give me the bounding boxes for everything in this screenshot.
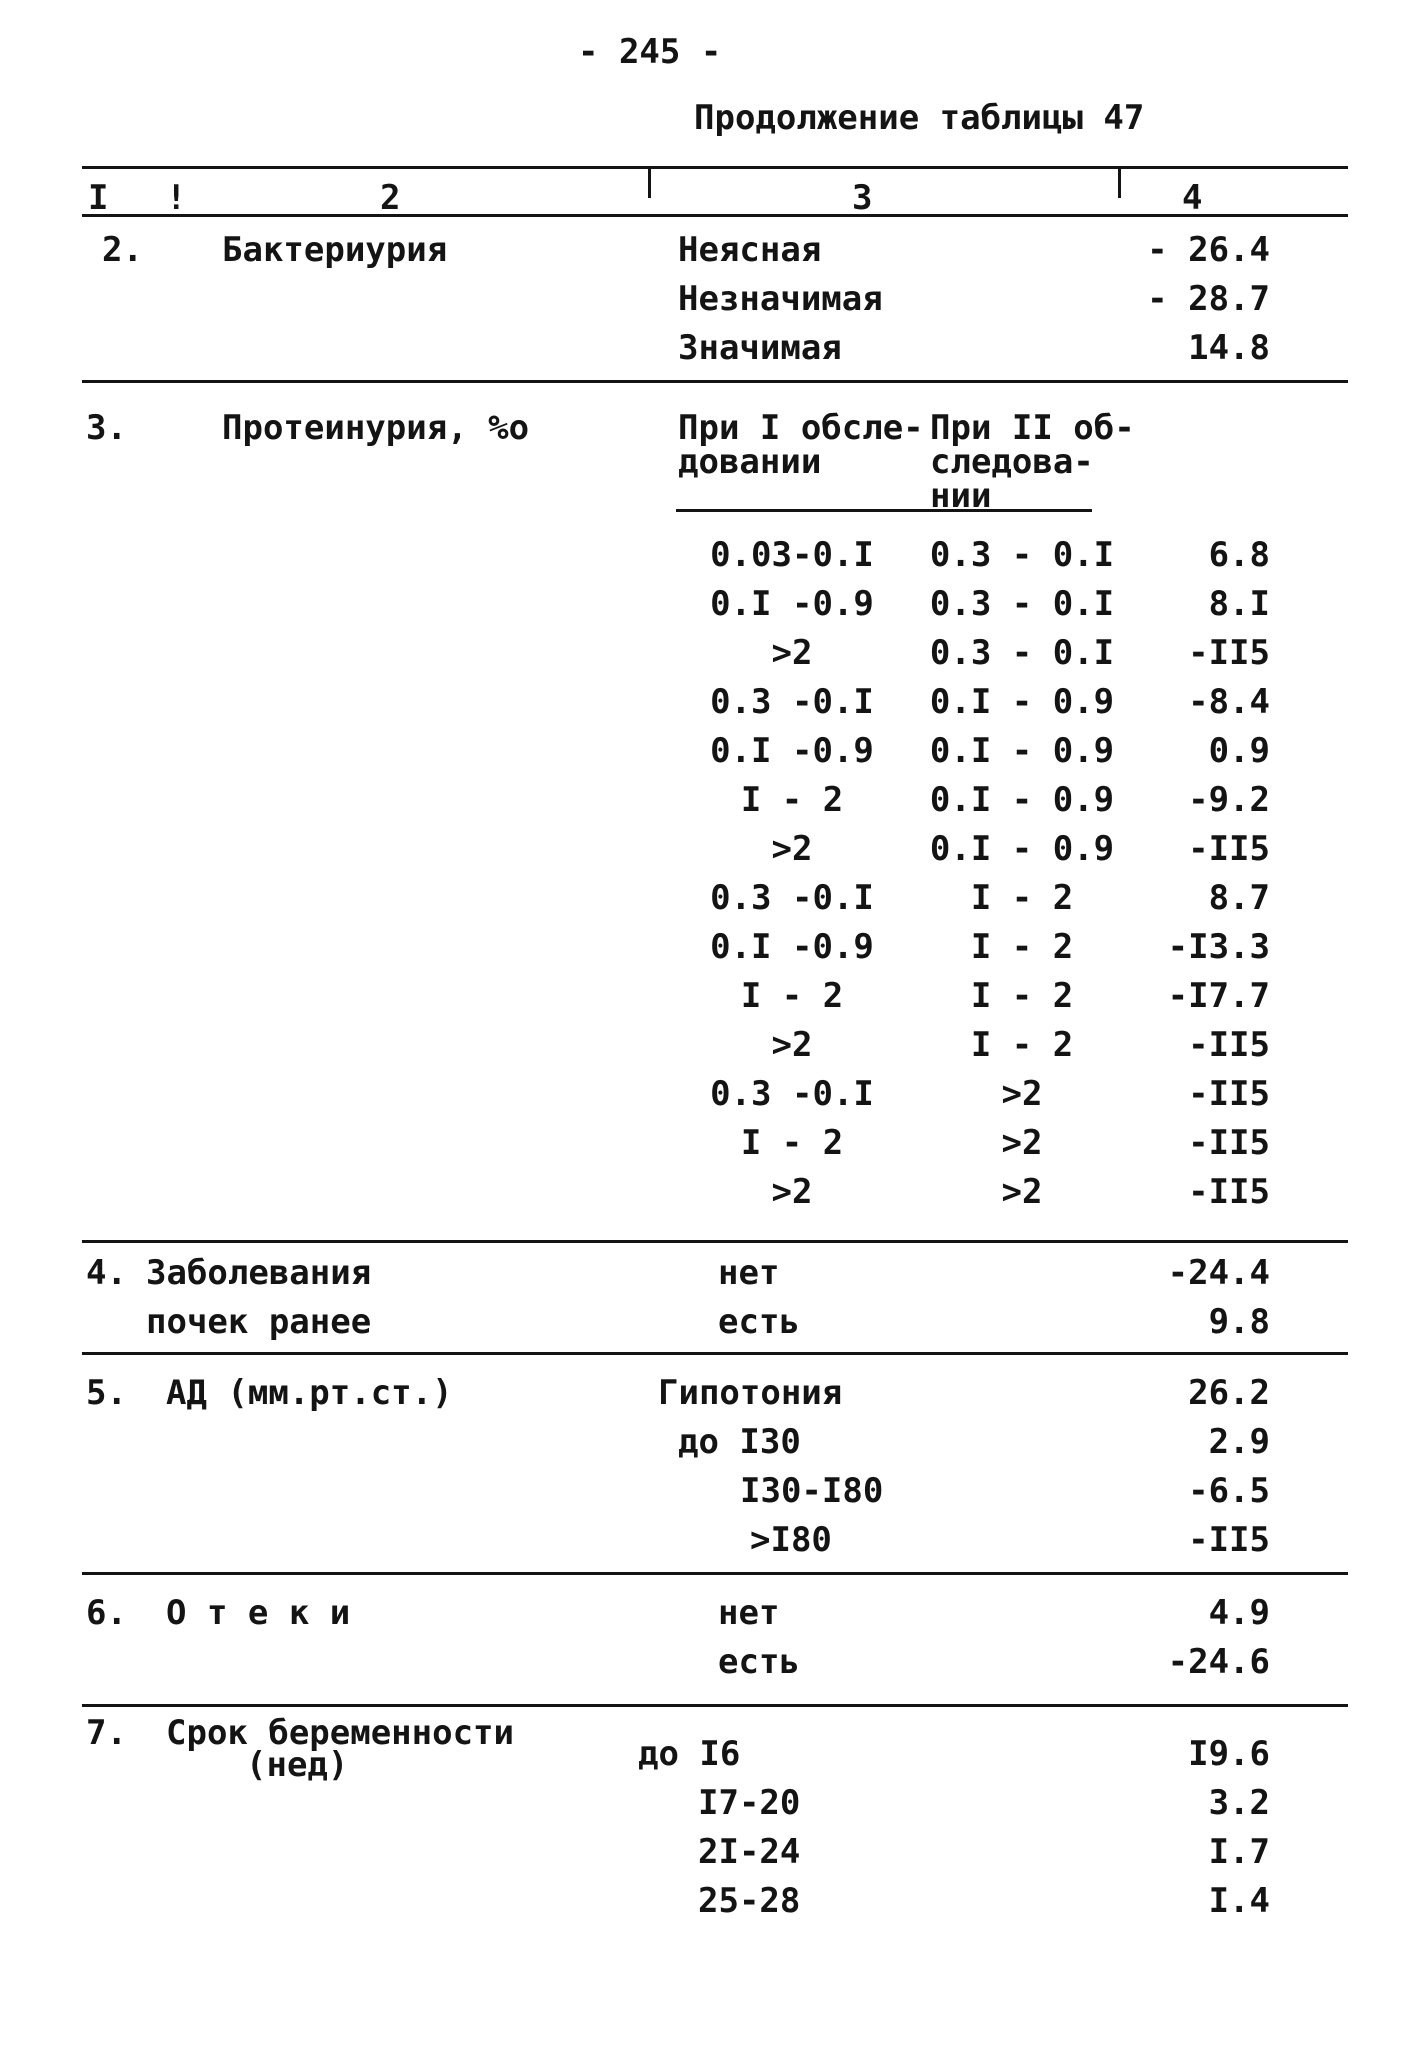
row-label: >I80 bbox=[750, 1520, 832, 1560]
row-label: 25-28 bbox=[698, 1881, 801, 1921]
row-value: -II5 bbox=[1188, 1172, 1270, 1212]
subheader-second-exam: следова- bbox=[930, 442, 1094, 482]
section-name: Протеинурия, %о bbox=[222, 408, 530, 448]
row-value: -24.6 bbox=[1167, 1642, 1270, 1682]
first-exam-value: 0.03-0.I bbox=[710, 535, 874, 575]
section-number: 2. bbox=[102, 230, 143, 270]
row-value: I9.6 bbox=[1188, 1734, 1270, 1774]
section-rule bbox=[82, 1572, 1348, 1575]
row-label: есть bbox=[718, 1642, 800, 1682]
row-value: -9.2 bbox=[1188, 780, 1270, 820]
first-exam-value: 0.I -0.9 bbox=[710, 584, 874, 624]
column-separator bbox=[648, 168, 651, 198]
row-value: -I3.3 bbox=[1167, 927, 1270, 967]
row-label: есть bbox=[718, 1302, 800, 1342]
second-exam-value: I - 2 bbox=[970, 878, 1074, 918]
column-header-1: I bbox=[88, 178, 109, 218]
row-label: нет bbox=[718, 1593, 780, 1633]
second-exam-value: 0.3 - 0.I bbox=[929, 535, 1115, 575]
row-value: 14.8 bbox=[1188, 328, 1270, 368]
row-value: -II5 bbox=[1188, 829, 1270, 869]
section-name: Срок беременности bbox=[166, 1713, 514, 1753]
first-exam-value: 0.I -0.9 bbox=[710, 927, 874, 967]
subheader-second-exam: При II об- bbox=[930, 408, 1135, 448]
row-value: 2.9 bbox=[1208, 1422, 1270, 1462]
first-exam-value: 0.3 -0.I bbox=[710, 878, 874, 918]
row-value: -I7.7 bbox=[1167, 976, 1270, 1016]
section-name: почек ранее bbox=[146, 1302, 372, 1342]
section-rule bbox=[82, 1240, 1348, 1243]
first-exam-value: 0.3 -0.I bbox=[710, 1074, 874, 1114]
section-rule bbox=[82, 1704, 1348, 1707]
first-exam-value: >2 bbox=[771, 1172, 813, 1212]
row-label: Незначимая bbox=[678, 279, 883, 319]
row-value: -8.4 bbox=[1188, 682, 1270, 722]
second-exam-value: >2 bbox=[1001, 1172, 1043, 1212]
row-label: Неясная bbox=[678, 230, 822, 270]
second-exam-value: 0.3 - 0.I bbox=[929, 584, 1115, 624]
row-label: I7-20 bbox=[698, 1783, 801, 1823]
section-rule bbox=[82, 1352, 1348, 1355]
row-value: -II5 bbox=[1188, 633, 1270, 673]
subheader-underline bbox=[676, 509, 1092, 512]
second-exam-value: I - 2 bbox=[970, 927, 1074, 967]
first-exam-value: >2 bbox=[771, 1025, 813, 1065]
second-exam-value: 0.I - 0.9 bbox=[929, 682, 1115, 722]
first-exam-value: >2 bbox=[771, 829, 813, 869]
row-label: I30-I80 bbox=[740, 1471, 884, 1511]
row-label: 2I-24 bbox=[698, 1832, 801, 1872]
row-value: 26.2 bbox=[1188, 1373, 1270, 1413]
row-value: 9.8 bbox=[1208, 1302, 1270, 1342]
row-label: Гипотония bbox=[658, 1373, 843, 1413]
second-exam-value: 0.I - 0.9 bbox=[929, 731, 1115, 771]
subheader-first-exam: довании bbox=[678, 442, 822, 482]
second-exam-value: 0.I - 0.9 bbox=[929, 829, 1115, 869]
row-value: -24.4 bbox=[1167, 1253, 1270, 1293]
section-name: Заболевания bbox=[146, 1253, 372, 1293]
table-top-rule bbox=[82, 166, 1348, 169]
row-value: -6.5 bbox=[1188, 1471, 1270, 1511]
first-exam-value: I - 2 bbox=[740, 780, 844, 820]
column-header-2: 2 bbox=[380, 178, 401, 218]
section-name: О т е к и bbox=[166, 1593, 351, 1633]
section-number: 4. bbox=[86, 1253, 127, 1293]
section-name: (нед) bbox=[246, 1745, 349, 1785]
section-number: 7. bbox=[86, 1713, 127, 1753]
header-bottom-rule bbox=[82, 214, 1348, 217]
page-number: - 245 - bbox=[578, 32, 722, 72]
second-exam-value: >2 bbox=[1001, 1123, 1043, 1163]
row-label: до I30 bbox=[678, 1422, 801, 1462]
column-header-3: 3 bbox=[852, 178, 873, 218]
section-number: 6. bbox=[86, 1593, 127, 1633]
section-number: 3. bbox=[86, 408, 127, 448]
subheader-second-exam: нии bbox=[930, 476, 992, 516]
section-name: АД (мм.рт.ст.) bbox=[166, 1373, 453, 1413]
row-value: -II5 bbox=[1188, 1074, 1270, 1114]
row-value: 4.9 bbox=[1208, 1593, 1270, 1633]
section-number: 5. bbox=[86, 1373, 127, 1413]
first-exam-value: 0.3 -0.I bbox=[710, 682, 874, 722]
row-value: 6.8 bbox=[1208, 535, 1270, 575]
row-value: 8.7 bbox=[1208, 878, 1270, 918]
section-name: Бактериурия bbox=[222, 230, 448, 270]
subheader-first-exam: При I обсле- bbox=[678, 408, 924, 448]
first-exam-value: 0.I -0.9 bbox=[710, 731, 874, 771]
row-label: до I6 bbox=[638, 1734, 741, 1774]
row-value: -II5 bbox=[1188, 1025, 1270, 1065]
second-exam-value: 0.3 - 0.I bbox=[929, 633, 1115, 673]
row-value: I.7 bbox=[1208, 1832, 1270, 1872]
row-label: нет bbox=[718, 1253, 780, 1293]
row-value: -II5 bbox=[1188, 1520, 1270, 1560]
row-value: - 28.7 bbox=[1147, 279, 1270, 319]
second-exam-value: I - 2 bbox=[970, 1025, 1074, 1065]
row-value: -II5 bbox=[1188, 1123, 1270, 1163]
row-value: 8.I bbox=[1208, 584, 1270, 624]
column-header-separator: ! bbox=[166, 178, 187, 218]
row-label: Значимая bbox=[678, 328, 842, 368]
first-exam-value: I - 2 bbox=[740, 976, 844, 1016]
row-value: 3.2 bbox=[1208, 1783, 1270, 1823]
row-value: 0.9 bbox=[1208, 731, 1270, 771]
second-exam-value: I - 2 bbox=[970, 976, 1074, 1016]
first-exam-value: I - 2 bbox=[740, 1123, 844, 1163]
section-rule bbox=[82, 380, 1348, 383]
row-value: I.4 bbox=[1208, 1881, 1270, 1921]
column-separator bbox=[1118, 168, 1121, 198]
second-exam-value: 0.I - 0.9 bbox=[929, 780, 1115, 820]
table-continuation-title: Продолжение таблицы 47 bbox=[694, 98, 1145, 138]
first-exam-value: >2 bbox=[771, 633, 813, 673]
row-value: - 26.4 bbox=[1147, 230, 1270, 270]
column-header-4: 4 bbox=[1182, 178, 1203, 218]
second-exam-value: >2 bbox=[1001, 1074, 1043, 1114]
